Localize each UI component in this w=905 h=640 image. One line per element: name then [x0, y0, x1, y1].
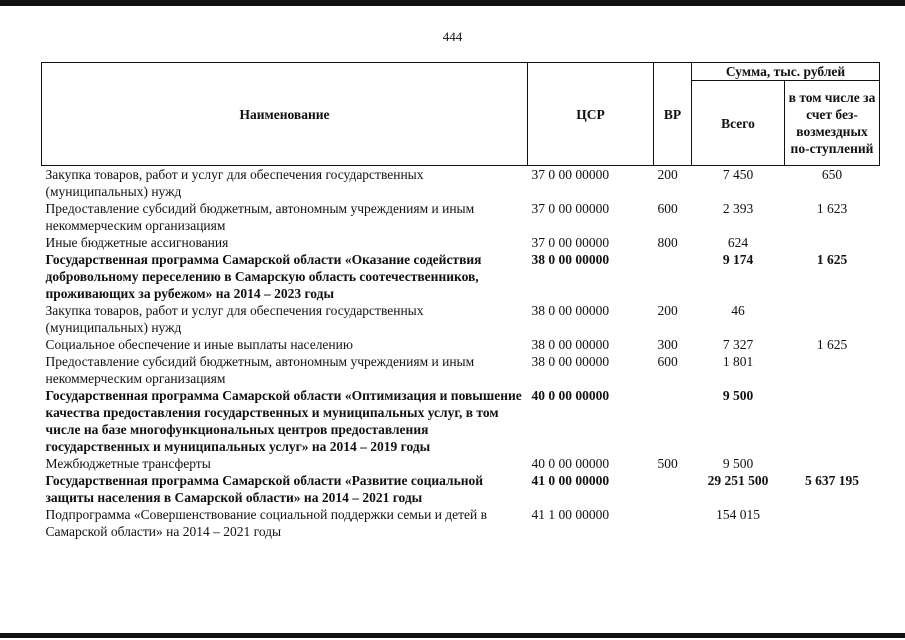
row-name-cell: Государственная программа Самарской области «Оптимизация и повышение качества предоставления государственных и муниципальных услуг, в том числе на базе многофункциональных центров предоставления государственных и муниципальных услуг» на 2014 – 2019 годы [45, 388, 522, 454]
row-csr-cell: 40 0 00 00000 [531, 388, 610, 403]
row-total-cell: 624 [727, 235, 749, 250]
row-vr-cell [654, 506, 692, 540]
row-csr-cell: 38 0 00 00000 [531, 337, 610, 352]
header-name: Наименование [42, 63, 528, 166]
row-name-cell: Предоставление субсидий бюджетным, автономным учреждениям и иным некоммерческим организациям [45, 201, 475, 233]
row-csr-cell: 41 0 00 00000 [531, 473, 610, 488]
row-vr-cell: 200 [657, 167, 678, 182]
row-name-cell: Предоставление субсидий бюджетным, автономным учреждениям и иным некоммерческим организациям [45, 354, 475, 386]
row-grants-cell: 1 625 [816, 252, 848, 267]
table-row [42, 387, 880, 455]
row-name-cell: Закупка товаров, работ и услуг для обеспечения государственных (муниципальных) нужд [45, 167, 424, 199]
row-grants-cell [785, 302, 880, 336]
table-row [42, 166, 880, 201]
row-vr-cell: 600 [657, 354, 678, 369]
row-csr-cell: 37 0 00 00000 [531, 235, 610, 250]
row-grants-cell: 5 637 195 [805, 473, 859, 488]
table-row [42, 336, 880, 353]
row-grants-cell [785, 353, 880, 387]
row-csr-cell: 40 0 00 00000 [531, 456, 610, 471]
header-csr: ЦСР [528, 63, 654, 166]
row-grants-cell [785, 387, 880, 455]
table-header [42, 63, 880, 166]
row-total-cell: 9 500 [722, 456, 754, 471]
table-row [42, 200, 880, 234]
table-row [42, 234, 880, 251]
budget-table [41, 62, 880, 540]
row-name-cell: Подпрограмма «Совершенствование социальной поддержки семьи и детей в Самарской области» на 2014 – 2021 годы [45, 507, 488, 539]
row-name-cell: Иные бюджетные ассигнования [45, 235, 229, 250]
row-total-cell: 2 393 [722, 201, 754, 216]
header-sum-group: Сумма, тыс. рублей [692, 63, 880, 81]
row-total-cell: 154 015 [716, 507, 760, 522]
row-vr-cell: 200 [657, 303, 678, 318]
header-grants: в том числе за счет без-возмездных по-ступлений [785, 81, 880, 166]
row-csr-cell: 37 0 00 00000 [531, 167, 610, 182]
row-vr-cell [654, 472, 692, 506]
row-csr-cell: 41 1 00 00000 [531, 507, 610, 522]
row-total-cell: 9 500 [722, 388, 754, 403]
row-grants-cell: 1 623 [816, 201, 848, 216]
row-grants-cell [785, 234, 880, 251]
row-total-cell: 46 [731, 303, 745, 318]
row-csr-cell: 38 0 00 00000 [531, 252, 610, 267]
row-name-cell: Закупка товаров, работ и услуг для обеспечения государственных (муниципальных) нужд [45, 303, 424, 335]
table-row [42, 302, 880, 336]
row-vr-cell [654, 251, 692, 302]
page-number: 444 [442, 29, 463, 44]
bottom-edge-bar [0, 633, 905, 638]
top-edge-bar [0, 0, 905, 6]
table-row [42, 472, 880, 506]
row-csr-cell: 38 0 00 00000 [531, 303, 610, 318]
row-name-cell: Межбюджетные трансферты [45, 456, 211, 471]
row-total-cell: 29 251 500 [707, 473, 769, 488]
row-vr-cell: 600 [657, 201, 678, 216]
row-csr-cell: 38 0 00 00000 [531, 354, 610, 369]
header-vr: ВР [654, 63, 692, 166]
table-row [42, 506, 880, 540]
row-grants-cell: 650 [821, 167, 843, 182]
row-total-cell: 1 801 [722, 354, 754, 369]
table-row [42, 251, 880, 302]
row-grants-cell [785, 506, 880, 540]
table-row [42, 455, 880, 472]
table-body [42, 166, 880, 541]
header-total: Всего [692, 81, 785, 166]
row-grants-cell [785, 455, 880, 472]
row-vr-cell: 300 [657, 337, 678, 352]
row-total-cell: 7 327 [722, 337, 754, 352]
row-vr-cell [654, 387, 692, 455]
table-row [42, 353, 880, 387]
row-vr-cell: 500 [657, 456, 678, 471]
row-name-cell: Государственная программа Самарской области «Оказание содействия добровольному переселению в Самарскую область соотечественников, проживающих за рубежом» на 2014 – 2023 годы [45, 252, 482, 301]
row-vr-cell: 800 [657, 235, 678, 250]
row-total-cell: 7 450 [722, 167, 754, 182]
row-name-cell: Государственная программа Самарской области «Развитие социальной защиты населения в Самарской области» на 2014 – 2021 годы [45, 473, 484, 505]
row-name-cell: Социальное обеспечение и иные выплаты населению [45, 337, 353, 352]
row-grants-cell: 1 625 [816, 337, 848, 352]
row-total-cell: 9 174 [722, 252, 754, 267]
row-csr-cell: 37 0 00 00000 [531, 201, 610, 216]
